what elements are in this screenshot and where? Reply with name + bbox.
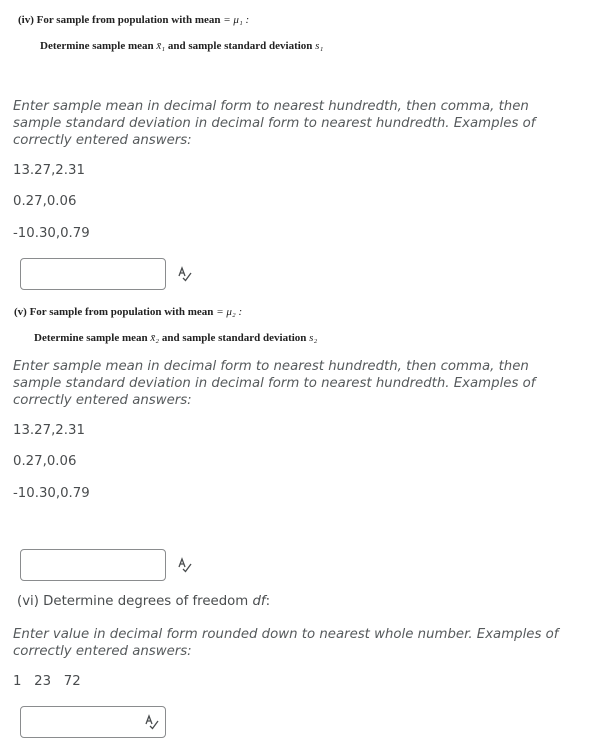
part-iv-example-2: 0.27,0.06 — [13, 194, 77, 209]
spell-check-icon[interactable] — [176, 266, 192, 282]
part-iv-prompt — [18, 14, 249, 26]
part-iv-prompt-math: = μ₁ : — [223, 14, 250, 26]
part-iv-sub-math1: x̄₁ — [156, 40, 166, 52]
part-iv-example-1: 13.27,2.31 — [13, 163, 85, 178]
part-vi-heading — [17, 594, 270, 609]
part-iv-answer-input[interactable] — [20, 258, 166, 290]
part-v-prompt — [14, 306, 242, 318]
part-v-sub-mid: and sample standard deviation — [161, 332, 307, 344]
part-v-prompt-math: = μ₂ : — [216, 306, 243, 318]
part-vi-heading-suffix: : — [265, 594, 271, 609]
part-v-example-1: 13.27,2.31 — [13, 423, 85, 438]
part-v-example-2: 0.27,0.06 — [13, 454, 77, 469]
part-iv-subprompt — [40, 40, 323, 52]
part-vi-heading-text: (vi) Determine degrees of freedom — [17, 594, 249, 609]
part-iv-sub-math2: s₁ — [315, 40, 324, 52]
part-v-sub-prefix: Determine sample mean — [34, 332, 148, 344]
part-iv-sub-mid: and sample standard deviation — [167, 40, 313, 52]
part-v-answer-input[interactable] — [20, 549, 166, 581]
part-vi-examples: 1 23 72 — [13, 674, 81, 689]
part-vi-heading-math: df — [252, 594, 266, 609]
part-v-sub-math2: s₂ — [309, 332, 318, 344]
part-iv-example-3: -10.30,0.79 — [13, 226, 90, 241]
part-iv-instructions: Enter sample mean in decimal form to nearest hundredth, then comma, then sample standard deviation in decimal form to nearest hundredth. Examples of correctly entered answers: — [13, 99, 536, 148]
part-v-sub-math1: x̄₂ — [150, 332, 160, 344]
part-v-example-3: -10.30,0.79 — [13, 486, 90, 501]
part-iv-sub-prefix: Determine sample mean — [40, 40, 154, 52]
part-v-prompt-text: (v) For sample from population with mean — [14, 306, 214, 318]
part-v-instructions: Enter sample mean in decimal form to nearest hundredth, then comma, then sample standard deviation in decimal form to nearest hundredth. Examples of correctly entered answers: — [13, 359, 536, 408]
part-v-subprompt — [34, 332, 317, 344]
part-vi-instructions: Enter value in decimal form rounded down to nearest whole number. Examples of correctly entered answers: — [13, 627, 559, 659]
spell-check-icon[interactable] — [176, 557, 192, 573]
part-iv-prompt-text: (iv) For sample from population with mean — [18, 14, 221, 26]
spell-check-icon[interactable] — [143, 714, 159, 730]
